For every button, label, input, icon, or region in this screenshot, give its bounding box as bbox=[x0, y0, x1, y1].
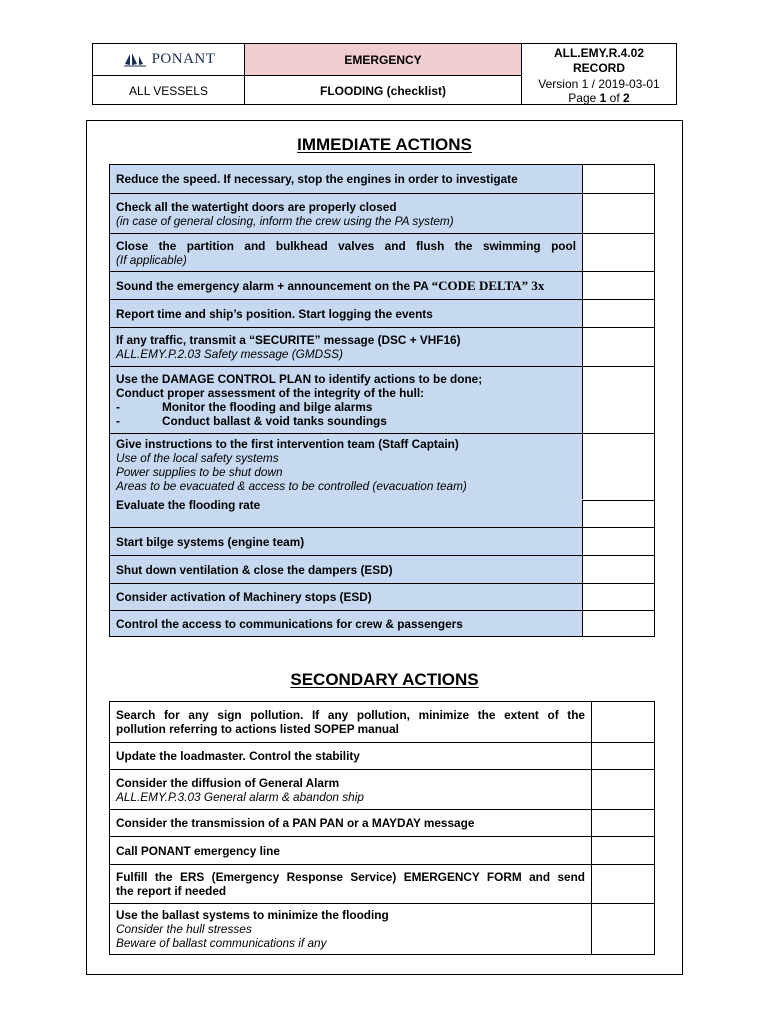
table-row bbox=[110, 233, 654, 271]
checkbox-cell[interactable] bbox=[591, 837, 654, 864]
version-cell bbox=[522, 76, 676, 105]
item-text: Fulfill the ERS (Emergency Response Service) EMERGENCY FORM and send the report if needed bbox=[110, 865, 591, 903]
table-row bbox=[110, 271, 654, 299]
item-text: Start bilge systems (engine team) bbox=[110, 528, 582, 555]
checkbox-cell[interactable] bbox=[591, 810, 654, 836]
item-text: Give instructions to the first intervention team (Staff Captain) Use of the local safety systems Power supplies to be shut down Areas to be evacuated & access to be controlled (evacuation team) Evaluate the flooding rate bbox=[110, 434, 582, 527]
item-text: Close the partition and bulkhead valves and flush the swimming pool (If applicable) bbox=[110, 234, 582, 271]
table-row bbox=[110, 903, 654, 954]
item-text: Use the ballast systems to minimize the flooding Consider the hull stresses Beware of ballast communications if any bbox=[110, 904, 591, 954]
sailboat-logo-icon bbox=[122, 52, 148, 68]
checkbox-cell[interactable] bbox=[591, 770, 654, 809]
checkbox-cell[interactable] bbox=[591, 743, 654, 769]
item-text: Use the DAMAGE CONTROL PLAN to identify actions to be done; Conduct proper assessment of the integrity of the hull: - Monitor the flooding and bilge alarms - Conduct ballast & void tanks soundings bbox=[110, 367, 582, 433]
table-row bbox=[110, 366, 654, 433]
immediate-actions-title: IMMEDIATE ACTIONS bbox=[297, 135, 472, 154]
logo-cell bbox=[93, 44, 245, 76]
checkbox-cell[interactable] bbox=[582, 500, 654, 527]
item-text: Check all the watertight doors are properly closed (in case of general closing, inform the crew using the PA system) bbox=[110, 194, 582, 233]
immediate-actions-table bbox=[109, 164, 655, 637]
checkbox-cell[interactable] bbox=[582, 434, 654, 499]
table-row bbox=[110, 702, 654, 742]
table-row bbox=[110, 610, 654, 636]
checkbox-cell[interactable] bbox=[582, 556, 654, 583]
secondary-actions-title: SECONDARY ACTIONS bbox=[290, 670, 479, 689]
page-indicator: Page 1 of 2 bbox=[568, 90, 630, 105]
table-row bbox=[110, 583, 654, 610]
item-text: Search for any sign pollution. If any pollution, minimize the extent of the pollution referring to actions listed SOPEP manual bbox=[110, 702, 591, 742]
record-label: RECORD bbox=[572, 61, 625, 75]
table-row bbox=[110, 299, 654, 327]
table-row bbox=[110, 433, 654, 527]
item-text: Shut down ventilation & close the dampers (ESD) bbox=[110, 556, 582, 583]
reference-code: ALL.EMY.R.4.02 bbox=[553, 46, 645, 60]
table-row bbox=[110, 327, 654, 366]
item-text: Control the access to communications for crew & passengers bbox=[110, 611, 582, 636]
checkbox-cell[interactable] bbox=[582, 272, 654, 299]
checklist-frame bbox=[86, 120, 683, 975]
table-row bbox=[110, 836, 654, 864]
checkbox-cell[interactable] bbox=[582, 584, 654, 610]
table-row bbox=[110, 809, 654, 836]
checkbox-cell[interactable] bbox=[582, 165, 654, 193]
item-text: Reduce the speed. If necessary, stop the engines in order to investigate bbox=[110, 165, 582, 193]
logo-text: PONANT bbox=[151, 51, 216, 67]
table-row bbox=[110, 742, 654, 769]
checkbox-cell[interactable] bbox=[582, 300, 654, 327]
document-header bbox=[92, 43, 677, 105]
document-title: FLOODING (checklist) bbox=[245, 76, 522, 105]
checkbox-cell[interactable] bbox=[582, 528, 654, 555]
item-text: If any traffic, transmit a “SECURITE” message (DSC + VHF16) ALL.EMY.P.2.03 Safety message (GMDSS) bbox=[110, 328, 582, 366]
checkbox-cell[interactable] bbox=[591, 702, 654, 742]
item-text: Consider the diffusion of General Alarm ALL.EMY.P.3.03 General alarm & abandon ship bbox=[110, 770, 591, 809]
reference-cell bbox=[522, 44, 676, 76]
item-text: Update the loadmaster. Control the stability bbox=[110, 743, 591, 769]
checkbox-cell[interactable] bbox=[582, 234, 654, 271]
category-label: EMERGENCY bbox=[245, 44, 522, 76]
table-row bbox=[110, 527, 654, 555]
secondary-actions-table bbox=[109, 701, 655, 955]
checkbox-cell[interactable] bbox=[582, 367, 654, 433]
checkbox-cell[interactable] bbox=[582, 611, 654, 636]
table-row bbox=[110, 864, 654, 903]
table-row bbox=[110, 193, 654, 233]
table-row bbox=[110, 555, 654, 583]
checkbox-cell[interactable] bbox=[582, 194, 654, 233]
ponant-logo bbox=[122, 51, 216, 68]
checkbox-cell[interactable] bbox=[582, 328, 654, 366]
item-text: Sound the emergency alarm + announcement on the PA “CODE DELTA” 3x bbox=[110, 272, 582, 299]
table-row bbox=[110, 769, 654, 809]
checkbox-cell[interactable] bbox=[591, 904, 654, 954]
item-text: Report time and ship’s position. Start logging the events bbox=[110, 300, 582, 327]
checkbox-cell[interactable] bbox=[591, 865, 654, 903]
scope-label: ALL VESSELS bbox=[93, 76, 245, 105]
item-text: Consider activation of Machinery stops (ESD) bbox=[110, 584, 582, 610]
version-label: Version 1 / 2019-03-01 bbox=[538, 76, 660, 91]
item-text: Consider the transmission of a PAN PAN or a MAYDAY message bbox=[110, 810, 591, 836]
table-row bbox=[110, 165, 654, 193]
item-text: Call PONANT emergency line bbox=[110, 837, 591, 864]
